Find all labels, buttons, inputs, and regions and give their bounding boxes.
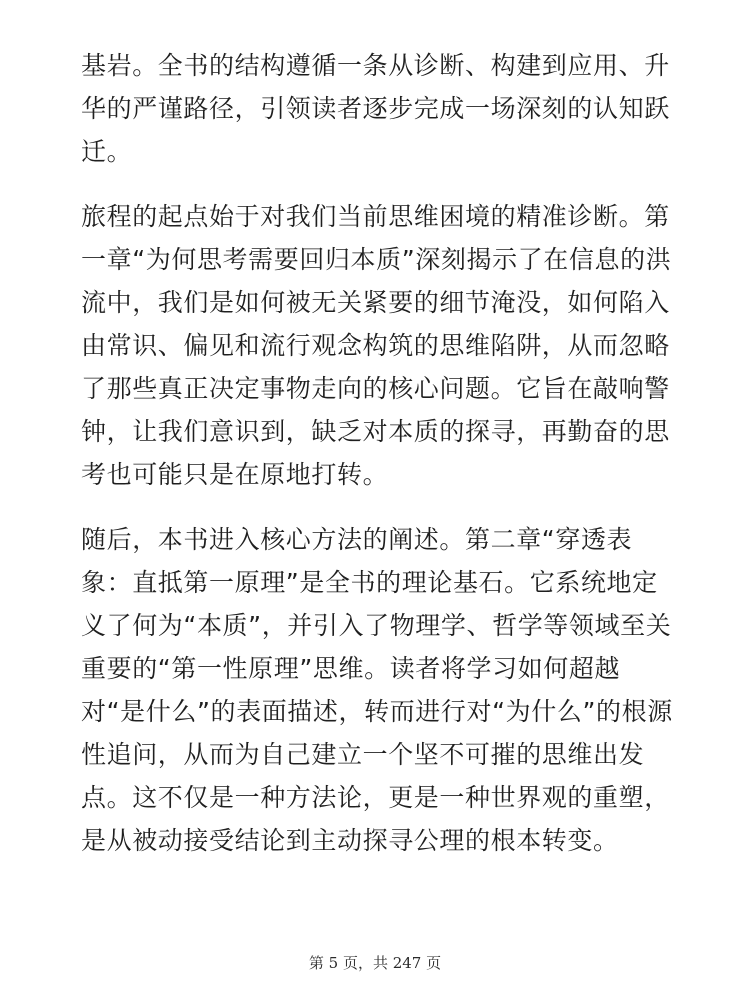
body-paragraph-3: 随后，本书进入核心方法的阐述。第二章“穿透表象：直抵第一原理”是全书的理论基石。它系统地定义了何为“本质”，并引入了物理学、哲学等领域至关重要的“第一性原理”思维。读者将学习如何超越对“是什么”的表面描述，转而进行对“为什么”的根源性追问，从而为自己建立一个坚不可摧的思维出发点。这不仅是一种方法论，更是一种世界观的重塑，是从被动接受结论到主动探寻公理的根本转变。 — [81, 525, 673, 855]
page-content — [81, 44, 677, 884]
page-number-footer: 第 5 页，共 247 页 — [308, 954, 442, 972]
body-paragraph-2: 旅程的起点始于对我们当前思维困境的精准诊断。第一章“为何思考需要回归本质”深刻揭示了在信息的洪流中，我们是如何被无关紧要的细节淹没，如何陷入由常识、偏见和流行观念构筑的思维陷阱，从而忽略了那些真正决定事物走向的核心问题。它旨在敲响警钟，让我们意识到，缺乏对本质的探寻，再勤奋的思考也可能只是在原地打转。 — [81, 202, 672, 489]
body-paragraph-1: 基岩。全书的结构遵循一条从诊断、构建到应用、升华的严谨路径，引领读者逐步完成一场深刻的认知跃迁。 — [81, 51, 670, 166]
